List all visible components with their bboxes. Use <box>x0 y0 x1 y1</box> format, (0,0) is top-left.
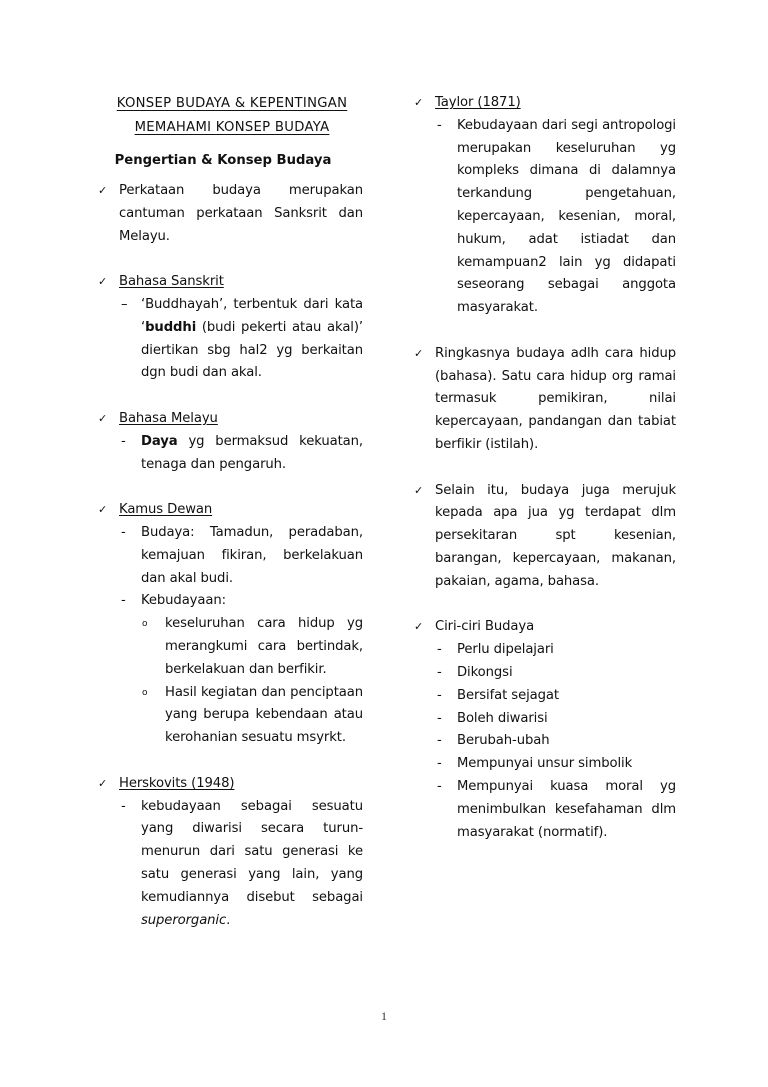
kamus-heading: Kamus Dewan <box>119 502 213 518</box>
section-subtitle: Pengertian & Konsep Budaya <box>114 153 332 168</box>
perkataan-text: Perkataan budaya merupakan cantuman perkataan Sanksrit dan Melayu. <box>119 183 363 244</box>
ciri-subitem: - Mempunyai unsur simbolik <box>419 753 676 776</box>
herskovits-heading: Herskovits (1948) <box>119 775 235 791</box>
list-item-selain: ✓ Selain itu, budaya juga merujuk kepada apa jua yg terdapat dlm persekitaran spt kesenian, barangan, kepercayaan, makanan, pakaian, agama, bahasa. <box>413 480 676 594</box>
list-item-perkataan <box>97 180 363 248</box>
dash-icon: - <box>437 778 442 794</box>
ciri-subitem: - Perlu dipelajari <box>419 639 676 662</box>
melayu-heading: Bahasa Melayu <box>119 410 218 426</box>
italic-term: superorganic <box>141 912 227 928</box>
kamus-subsubitem-2: o Hasil kegiatan dan penciptaan yang berupa kebendaan atau kerohanian sesuatu msyrkt. <box>119 682 363 750</box>
dash-icon: - <box>121 593 126 609</box>
ciri-subitem: - Boleh diwarisi <box>419 708 676 731</box>
ciri-heading: Ciri-ciri Budaya <box>435 619 535 635</box>
list-item-melayu <box>97 408 363 476</box>
dash-icon: - <box>121 433 126 449</box>
check-icon: ✓ <box>98 503 108 517</box>
check-icon: ✓ <box>98 184 108 197</box>
check-icon: ✓ <box>414 96 424 109</box>
check-icon: ✓ <box>98 411 108 425</box>
check-icon: ✓ <box>414 620 424 634</box>
title-line-1: KONSEP BUDAYA & KEPENTINGAN <box>116 96 348 111</box>
kamus-subitem-2: - Kebudayaan: o keseluruhan cara hidup yg merangkumi cara bertindak, berkelakuan dan berfikir. o Hasil kegiatan dan penciptaan yang berupa kebendaan atau kerohanian sesuatu msyrkt. <box>103 590 363 750</box>
dash-icon: - <box>437 642 442 658</box>
kamus-subitem-1: - Budaya: Tamadun, peradaban, kemajuan fikiran, berkelakuan dan akal budi. <box>103 522 363 590</box>
dash-icon: - <box>437 733 442 749</box>
page-number: 1 <box>381 1009 387 1023</box>
circle-bullet-icon: o <box>142 687 148 698</box>
document-title <box>97 92 363 140</box>
ciri-subitem: - Dikongsi <box>419 662 676 685</box>
list-item-ciri <box>413 616 676 844</box>
bold-term: Daya <box>141 433 178 449</box>
melayu-subitem: - Daya yg bermaksud kekuatan, tenaga dan pengaruh. <box>103 431 363 477</box>
ciri-subitem: - Mempunyai kuasa moral yg menimbulkan kesefahaman dlm masyarakat (normatif). <box>419 776 676 844</box>
right-column <box>413 92 676 844</box>
dash-icon: - <box>121 524 126 540</box>
kamus-subsubitem-1: o keseluruhan cara hidup yg merangkumi cara bertindak, berkelakuan dan berfikir. <box>119 613 363 681</box>
dash-icon: - <box>437 756 442 772</box>
ciri-subitem: - Bersifat sejagat <box>419 685 676 708</box>
dash-icon: - <box>121 798 126 814</box>
dash-icon: - <box>437 117 442 133</box>
check-icon: ✓ <box>98 275 108 289</box>
check-icon: ✓ <box>98 776 108 790</box>
list-item-herskovits <box>97 773 363 933</box>
list-item-sanskrit <box>97 271 363 385</box>
list-item-taylor <box>413 92 676 320</box>
check-icon: ✓ <box>414 483 424 497</box>
dash-icon: – <box>121 296 128 312</box>
list-item-ringkasnya: ✓ Ringkasnya budaya adlh cara hidup (bahasa). Satu cara hidup org ramai termasuk pemikiran, nilai kepercayaan, pandangan dan tabiat berfikir (istilah). <box>413 343 676 457</box>
herskovits-subitem: - kebudayaan sebagai sesuatu yang diwarisi secara turun-menurun dari satu generasi ke satu generasi yang lain, yang kemudiannya disebut sebagai superorganic. <box>103 796 363 933</box>
dash-icon: - <box>437 710 442 726</box>
sanskrit-subitem: – ‘Buddhayah’, terbentuk dari kata ‘buddhi (budi pekerti atau akal)’ diertikan sbg hal2 yg berkaitan dgn budi dan akal. <box>103 294 363 385</box>
list-item-kamus <box>97 499 363 750</box>
taylor-heading: Taylor (1871) <box>435 95 521 110</box>
dash-icon: - <box>437 664 442 680</box>
bold-term: buddhi <box>145 319 197 335</box>
sanskrit-heading: Bahasa Sanskrit <box>119 274 224 290</box>
title-line-2: MEMAHAMI KONSEP BUDAYA <box>134 120 330 135</box>
check-icon: ✓ <box>414 346 424 360</box>
circle-bullet-icon: o <box>142 619 148 630</box>
ciri-subitem: - Berubah-ubah <box>419 730 676 753</box>
taylor-subitem: - Kebudayaan dari segi antropologi merupakan keseluruhan yg kompleks dimana di dalamnya terkandung pengetahuan, kepercayaan, kesenian, moral, hukum, adat istiadat dan kemampuan2 lain yg didapati seseorang sebagai anggota masyarakat. <box>419 115 676 320</box>
dash-icon: - <box>437 687 442 703</box>
left-column <box>97 92 363 932</box>
